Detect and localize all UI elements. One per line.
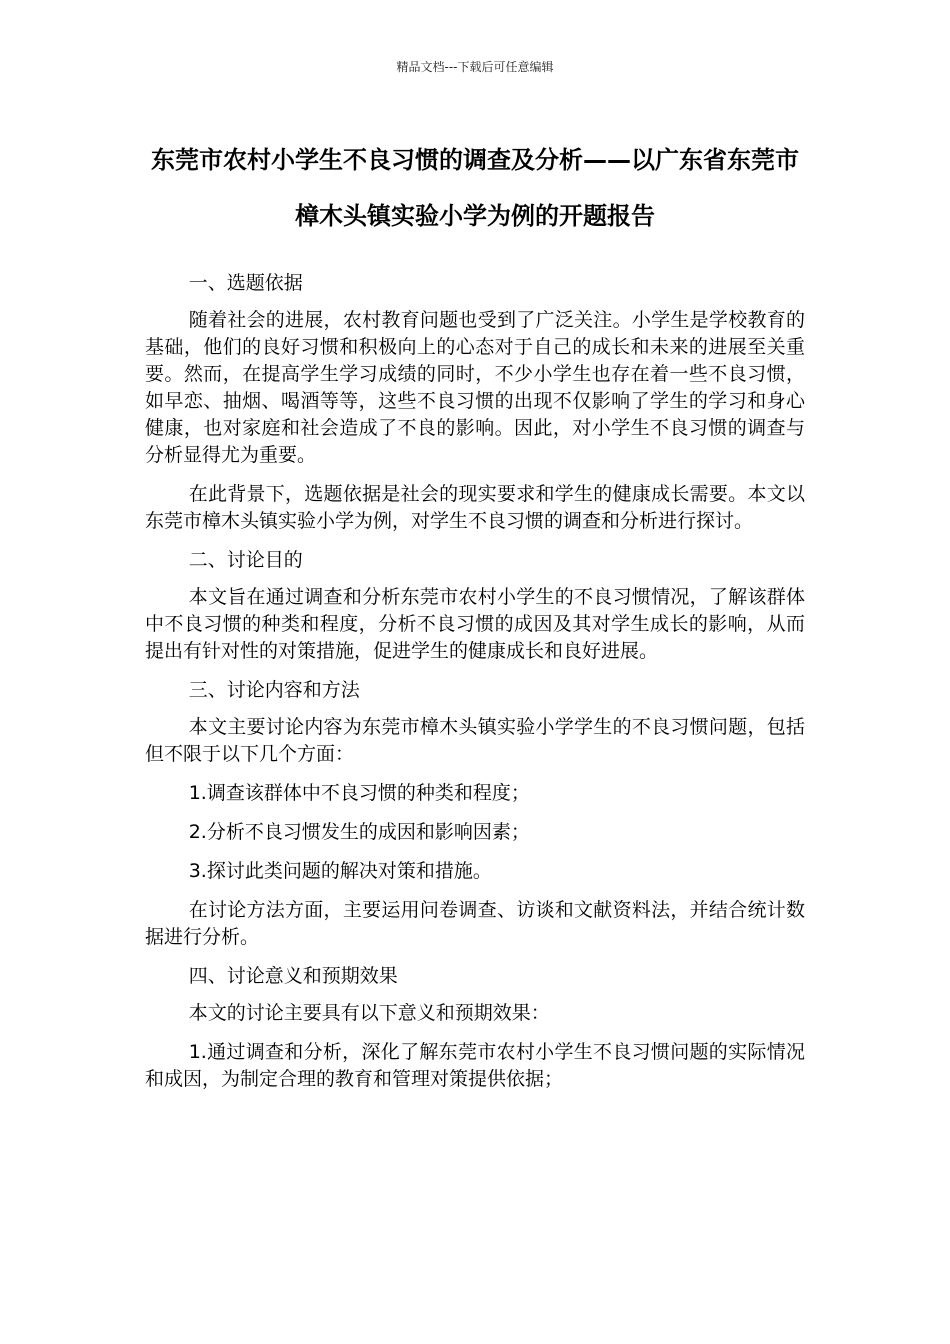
list-item: 1.调查该群体中不良习惯的种类和程度； xyxy=(188,782,530,804)
list-item: 2.分析不良习惯发生的成因和影响因素； xyxy=(188,821,530,843)
paragraph: 在讨论方法方面，主要运用问卷调查、访谈和文献资料法，并结合统计数据进行分析。 xyxy=(145,899,805,948)
section-heading-content-methods: 三、讨论内容和方法 xyxy=(188,679,360,701)
paragraph: 随着社会的进展，农村教育问题也受到了广泛关注。小学生是学校教育的基础，他们的良好习惯和积极向上的心态对于自己的成长和未来的进展至关重要。然而，在提高学生学习成绩的同时，不少小学生也存在着一些不良习惯，如早恋、抽烟、喝酒等等，这些不良习惯的出现不仅影响了学生的学习和身心健康，也对家庭和社会造成了不良的影响。因此，对小学生不良习惯的调查与分析显得尤为重要。 xyxy=(145,309,805,466)
list-item: 1.通过调查和分析，深化了解东莞市农村小学生不良习惯问题的实际情况和成因，为制定合理的教育和管理对策提供依据； xyxy=(145,1041,805,1090)
list-item: 3.探讨此类问题的解决对策和措施。 xyxy=(188,860,492,882)
paragraph: 本文主要讨论内容为东莞市樟木头镇实验小学学生的不良习惯问题，包括但不限于以下几个方面： xyxy=(145,716,805,765)
section-heading-significance: 四、讨论意义和预期效果 xyxy=(188,965,398,987)
paragraph: 本文旨在通过调查和分析东莞市农村小学生的不良习惯情况，了解该群体中不良习惯的种类和程度，分析不良习惯的成因及其对学生成长的影响，从而提出有针对性的对策措施，促进学生的健康成长和良好进展。 xyxy=(145,586,805,662)
section-heading-selection-basis: 一、选题依据 xyxy=(188,272,303,294)
section-heading-purpose: 二、讨论目的 xyxy=(188,549,303,571)
paragraph: 在此背景下，选题依据是社会的现实要求和学生的健康成长需要。本文以东莞市樟木头镇实验小学为例，对学生不良习惯的调查和分析进行探讨。 xyxy=(145,483,805,532)
document-body xyxy=(145,270,805,1105)
header-note: 精品文档---下载后可任意编辑 xyxy=(396,60,554,74)
paragraph: 本文的讨论主要具有以下意义和预期效果： xyxy=(188,1002,550,1024)
document-title: 东莞市农村小学生不良习惯的调查及分析——以广东省东莞市樟木头镇实验小学为例的开题报告 xyxy=(151,146,799,230)
